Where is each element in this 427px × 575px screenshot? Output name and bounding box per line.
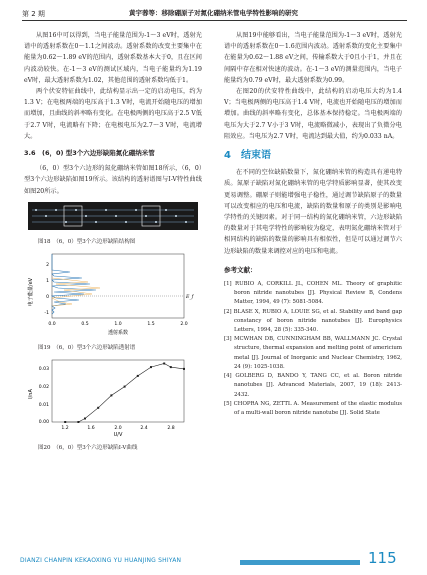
conclusion-heading: 4 结束语 (224, 150, 271, 162)
iv-data-point (183, 368, 185, 370)
reference-item: [1] RUBIO A, CORKILL JL, COHEN ML. Theory of graphitic boron nitride nanotubes [J]. Physical Review B, Condens Matter, 1994, 49 (7): 5081-5084. (224, 281, 402, 306)
x-tick-label: 0.0 (48, 322, 56, 328)
reference-item: [3] MCWHAN DB, CUNNINGHAM BB, WALLMANN JC. Crystal structure, thermal expansion and melting point of americium metal [J]. Journal of Inorganic and Nuclear Chemistry, 1962, 24 (9): 1025-1038. (224, 336, 402, 370)
iv-data-point (137, 375, 139, 377)
paragraph: 在图20的伏安特性曲线中，此结构的启动电压大约为1.4 V；当电极两侧的电压高于1.4 V时，电流也开始随电压的增加而增加。曲线的斜率略有变化，总体基本保持稳定。当电极两端的电压为大于2.7 V小于3 V时，电流略微减小，表现出了负微分电阻效应。当电压为2.7 V时，电流达到最大值，约为0.033 nA。 (224, 88, 402, 140)
iv-data-point (124, 386, 126, 388)
x-tick-label: 0.5 (81, 322, 89, 328)
paragraph: （6，0）型3个六边形的氮化硼纳米管如图18所示，（6，0）型3个六边形缺陷如图19所示。该结构的透射谱图与I-V特性曲线如图20所示。 (24, 165, 202, 195)
y-tick-label: 0.01 (38, 403, 49, 409)
right-column (224, 30, 402, 418)
iv-data-point (110, 395, 112, 397)
x-axis-label: U/V (113, 432, 123, 439)
figure-19-caption: 图19 （6，0）型3个六边形缺陷透射谱 (38, 345, 136, 352)
page-header (0, 0, 427, 26)
references-heading: 参考文献： (224, 265, 257, 274)
x-tick-label: 2.0 (180, 322, 188, 328)
iv-data-point (163, 363, 165, 365)
journal-name: DIANZI CHANPIN KEKAOXING YU HUANJING SHIYAN (20, 557, 182, 564)
paragraph: 两个伏安特征曲线中，此结构显示出一定的启动电压，约为1.3 V；在电极两端的电压高于1.3 V时，电流开始随电压的增加而增加，且曲线的斜率略有变化。在电极两侧的电压高于2.5 V低于2.7 V时，电流略有下降；在电极电压为2.7～3 V时，电流增大。 (24, 88, 202, 140)
y-tick-label: 0.03 (38, 367, 49, 373)
figure-20-caption: 图20 （6，0）型3个六边形缺陷I-V曲线 (38, 445, 138, 452)
y-tick-label: 1 (46, 279, 49, 285)
x-tick-label: 2.8 (167, 426, 175, 432)
paragraph: 从图16中可以得到，当电子能量范围为-1～3 eV时，透射光谱中的透射系数在0～1.1之间波动。透射系数的改变主要集中在能量为0.62～1.89 eV的范围内，透射系数基本大于0，且在区间内波动较快。在-1～3 eV的测试区域内，当电子能量约为1.19 eV时，最大透射系数为1.02，其他范围的透射系数均低于1。 (24, 32, 202, 84)
reference-item: [2] BLASE X, RUBIO A, LOUIE SG, et al. Stability and band gap constancy of boron nitride nanotubes [J]. Europhysics Letters, 1994, 28 (5): 335-340. (224, 308, 402, 334)
y-axis-label: I/nA (28, 389, 34, 400)
y-tick-label: 0.02 (38, 385, 49, 391)
x-tick-label: 2.0 (114, 426, 122, 432)
figure-18-caption: 图18 （6，0）型3个六边形缺陷结构图 (38, 239, 136, 246)
figure-18 (24, 200, 202, 246)
reference-item: [4] GOLBERG D, BANDO Y, TANG CC, et al. Boron nitride nanotubes [J]. Advanced Materials, 2007, 19 (18): 2413-2432. (224, 373, 402, 398)
issue-label: 第 2 期 (22, 10, 45, 18)
page-footer (0, 546, 427, 575)
x-tick-label: 1.0 (114, 322, 122, 328)
y-tick-label: -1 (44, 311, 49, 317)
reference-item: [5] CHOPRA NG, ZETTL A. Measurement of the elastic modulus of a multi-wall boron nitride nanotube [J]. Solid State (224, 400, 402, 416)
iv-data-point (64, 421, 66, 423)
x-axis-label: 透射系数 (107, 330, 129, 337)
x-tick-label: 1.6 (87, 426, 95, 432)
x-tick-label: 1.5 (147, 322, 155, 328)
y-tick-label: 2 (46, 263, 49, 269)
iv-data-point (170, 366, 172, 368)
iv-data-point (84, 418, 86, 420)
left-column (24, 30, 202, 456)
figure-20 (24, 356, 202, 452)
header-rule (22, 20, 407, 21)
iv-data-point (150, 366, 152, 368)
page-number: 115 (368, 549, 397, 567)
y-tick-label: 0 (46, 295, 49, 301)
footer-bar (240, 560, 360, 565)
y-tick-label: 0.00 (38, 420, 49, 426)
y-axis-label: 电子能量/eV (28, 277, 34, 307)
x-tick-label: 1.2 (61, 426, 69, 432)
iv-chart (24, 356, 202, 438)
iv-series-line (65, 364, 184, 423)
iv-data-point (77, 421, 79, 423)
paragraph: 在不同的空位缺陷数量下，氮化硼纳米管的构造具有递电特质。氮原子缺陷对氮化硼纳米管的电学特质影响显著，使其改变更易调整。硼原子则能增强电子稳性，通过调节缺陷原子的数量可以改变相应的电压和电流，缺陷的数量和原子的类别是影响电学特性的关键因素。对于同一结构的氮化硼纳米管，六边形缺陷的数量对于其电学特性的影响较为稳定，表明氮化硼纳米管对于相同结构的缺陷的数量的影响具有相似性，但是可以通过调节六边形缺陷的数量来调控对应的电压和电流。 (224, 169, 402, 255)
figure-19 (24, 250, 202, 352)
paragraph: 从图19中能够看出，当电子能量范围为-1～3 eV时，透射光谱中的透射系数在0～1.6范围内波动。透射系数的变化主要集中在能量为0.62～1.88 eV之间，传输系数大于0且小于1，并且在间隔中存在相对快速的波动。在-1～3 eV的测量范围内，当电子能量约为0.79 eV时，最大透射系数为0.99。 (224, 32, 402, 84)
iv-data-point (97, 407, 99, 409)
section-heading: 3.6 (6，0) 型3个六边形缺陷氮化硼纳米管 (24, 149, 155, 158)
fermi-level-label: E_f (186, 295, 194, 301)
nanotube-structure-image (24, 200, 202, 232)
running-title: 黄宇蓉等：移除硼原子对氮化硼纳米管电学特性影响的研究 (129, 9, 298, 17)
x-tick-label: 2.4 (140, 426, 148, 432)
transmission-chart (24, 250, 202, 338)
